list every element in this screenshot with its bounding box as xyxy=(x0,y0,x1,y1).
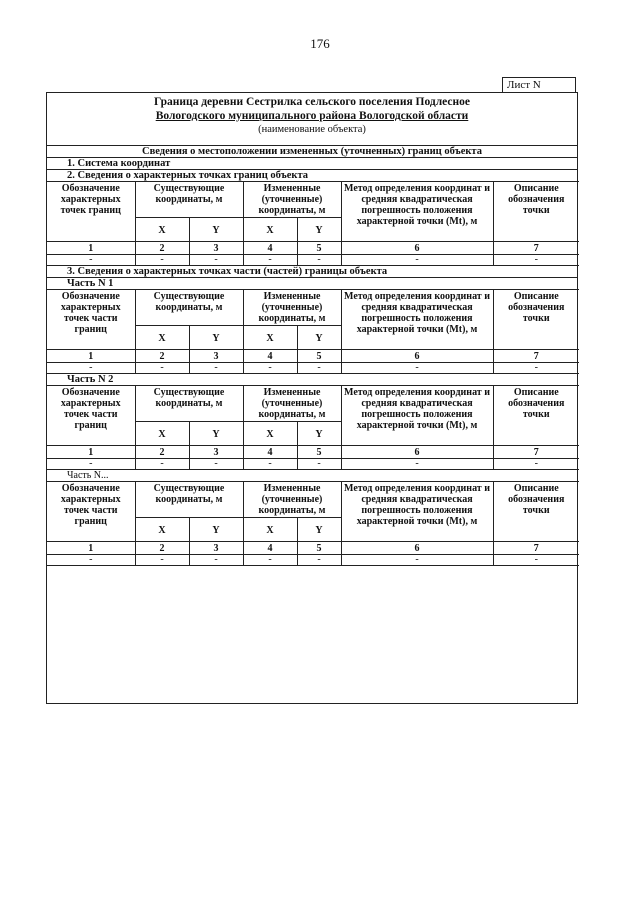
col-x-existing: X xyxy=(135,326,189,350)
col-y-changed: Y xyxy=(297,422,341,446)
part-n-label: Часть N... xyxy=(67,470,109,481)
col-num: 5 xyxy=(297,446,341,459)
cell: - xyxy=(47,255,135,266)
boundary-points-table xyxy=(47,181,579,266)
cell: - xyxy=(135,555,189,566)
col-num: 2 xyxy=(135,446,189,459)
col-num: 2 xyxy=(135,350,189,363)
column-numbers-row xyxy=(47,542,579,555)
col-y-changed: Y xyxy=(297,218,341,242)
part-1-table xyxy=(47,289,579,374)
col-num: 6 xyxy=(341,446,493,459)
col-method: Метод определения координат и средняя квадратическая погрешность положения характерной точки (Mt), м xyxy=(341,386,493,446)
col-part-point-designation: Обозначение характерных точек части границ xyxy=(47,290,135,350)
col-num: 7 xyxy=(493,542,579,555)
cell: - xyxy=(493,363,579,374)
col-existing-coords: Существующие координаты, м xyxy=(135,386,243,422)
column-numbers-row xyxy=(47,446,579,459)
col-method: Метод определения координат и средняя квадратическая погрешность положения характерной точки (Mt), м xyxy=(341,182,493,242)
cell: - xyxy=(341,363,493,374)
col-y-existing: Y xyxy=(189,422,243,446)
cell: - xyxy=(243,363,297,374)
table-row xyxy=(47,255,579,266)
col-y-changed: Y xyxy=(297,326,341,350)
col-x-existing: X xyxy=(135,518,189,542)
col-num: 7 xyxy=(493,446,579,459)
col-description: Описание обозначения точки xyxy=(493,182,579,242)
col-num: 5 xyxy=(297,542,341,555)
table-row xyxy=(47,363,579,374)
column-numbers-row xyxy=(47,350,579,363)
table-row xyxy=(47,555,579,566)
col-num: 4 xyxy=(243,242,297,255)
col-existing-coords: Существующие координаты, м xyxy=(135,290,243,326)
column-numbers-row xyxy=(47,242,579,255)
part-2-table xyxy=(47,385,579,470)
col-x-existing: X xyxy=(135,218,189,242)
part-n-table xyxy=(47,481,579,566)
col-num: 2 xyxy=(135,542,189,555)
col-y-changed: Y xyxy=(297,518,341,542)
cell: - xyxy=(189,363,243,374)
object-title-caption: (наименование объекта) xyxy=(258,124,366,135)
col-num: 7 xyxy=(493,242,579,255)
cell: - xyxy=(297,459,341,470)
cell: - xyxy=(493,255,579,266)
cell: - xyxy=(135,363,189,374)
col-num: 5 xyxy=(297,350,341,363)
col-x-existing: X xyxy=(135,422,189,446)
col-x-changed: X xyxy=(243,422,297,446)
cell: - xyxy=(493,555,579,566)
cell: - xyxy=(297,255,341,266)
col-num: 4 xyxy=(243,350,297,363)
col-method: Метод определения координат и средняя квадратическая погрешность положения характерной точки (Mt), м xyxy=(341,290,493,350)
col-num: 6 xyxy=(341,242,493,255)
table-row xyxy=(47,459,579,470)
col-y-existing: Y xyxy=(189,326,243,350)
cell: - xyxy=(341,555,493,566)
cell: - xyxy=(189,555,243,566)
cell: - xyxy=(243,555,297,566)
section-3-part-points: 3. Сведения о характерных точках части (частей) границы объекта xyxy=(67,266,388,277)
col-y-existing: Y xyxy=(189,518,243,542)
col-num: 3 xyxy=(189,242,243,255)
col-num: 1 xyxy=(47,350,135,363)
col-num: 4 xyxy=(243,542,297,555)
form-frame xyxy=(46,92,578,704)
col-changed-coords: Измененные (уточненные) координаты, м xyxy=(243,482,341,518)
object-title-line1: Граница деревни Сестрилка сельского поселения Подлесное xyxy=(154,96,470,108)
cell: - xyxy=(297,555,341,566)
object-title-line2: Вологодского муниципального района Вологодской области xyxy=(155,110,469,122)
cell: - xyxy=(341,255,493,266)
section-header: Сведения о местоположении измененных (уточненных) границ объекта xyxy=(47,145,577,157)
part-1-label: Часть N 1 xyxy=(47,277,577,289)
col-part-point-designation: Обозначение характерных точек части границ xyxy=(47,386,135,446)
section-2-boundary-points: 2. Сведения о характерных точках границ объекта xyxy=(47,169,577,181)
sheet-label: Лист N xyxy=(502,77,576,92)
col-num: 1 xyxy=(47,446,135,459)
col-y-existing: Y xyxy=(189,218,243,242)
cell: - xyxy=(243,459,297,470)
col-description: Описание обозначения точки xyxy=(493,482,579,542)
col-x-changed: X xyxy=(243,218,297,242)
cell: - xyxy=(297,363,341,374)
col-num: 1 xyxy=(47,242,135,255)
col-changed-coords: Измененные (уточненные) координаты, м xyxy=(243,182,341,218)
col-num: 6 xyxy=(341,542,493,555)
col-num: 4 xyxy=(243,446,297,459)
col-existing-coords: Существующие координаты, м xyxy=(135,182,243,218)
col-part-point-designation: Обозначение характерных точек части границ xyxy=(47,482,135,542)
cell: - xyxy=(493,459,579,470)
page-number: 176 xyxy=(310,36,330,51)
cell: - xyxy=(341,459,493,470)
form-sheet xyxy=(46,77,578,704)
cell: - xyxy=(47,555,135,566)
col-point-designation: Обозначение характерных точек границ xyxy=(47,182,135,242)
col-description: Описание обозначения точки xyxy=(493,386,579,446)
col-existing-coords: Существующие координаты, м xyxy=(135,482,243,518)
col-num: 1 xyxy=(47,542,135,555)
col-num: 7 xyxy=(493,350,579,363)
col-changed-coords: Измененные (уточненные) координаты, м xyxy=(243,290,341,326)
col-num: 2 xyxy=(135,242,189,255)
section-1-coordinate-system: 1. Система координат xyxy=(47,157,577,169)
col-num: 3 xyxy=(189,542,243,555)
part-2-label: Часть N 2 xyxy=(67,374,114,385)
cell: - xyxy=(47,363,135,374)
col-num: 3 xyxy=(189,350,243,363)
col-changed-coords: Измененные (уточненные) координаты, м xyxy=(243,386,341,422)
col-x-changed: X xyxy=(243,518,297,542)
col-method: Метод определения координат и средняя квадратическая погрешность положения характерной точки (Mt), м xyxy=(341,482,493,542)
col-x-changed: X xyxy=(243,326,297,350)
cell: - xyxy=(189,459,243,470)
cell: - xyxy=(135,459,189,470)
cell: - xyxy=(189,255,243,266)
col-num: 3 xyxy=(189,446,243,459)
cell: - xyxy=(243,255,297,266)
cell: - xyxy=(47,459,135,470)
col-num: 6 xyxy=(341,350,493,363)
cell: - xyxy=(135,255,189,266)
col-description: Описание обозначения точки xyxy=(493,290,579,350)
object-title xyxy=(47,93,577,123)
col-num: 5 xyxy=(297,242,341,255)
